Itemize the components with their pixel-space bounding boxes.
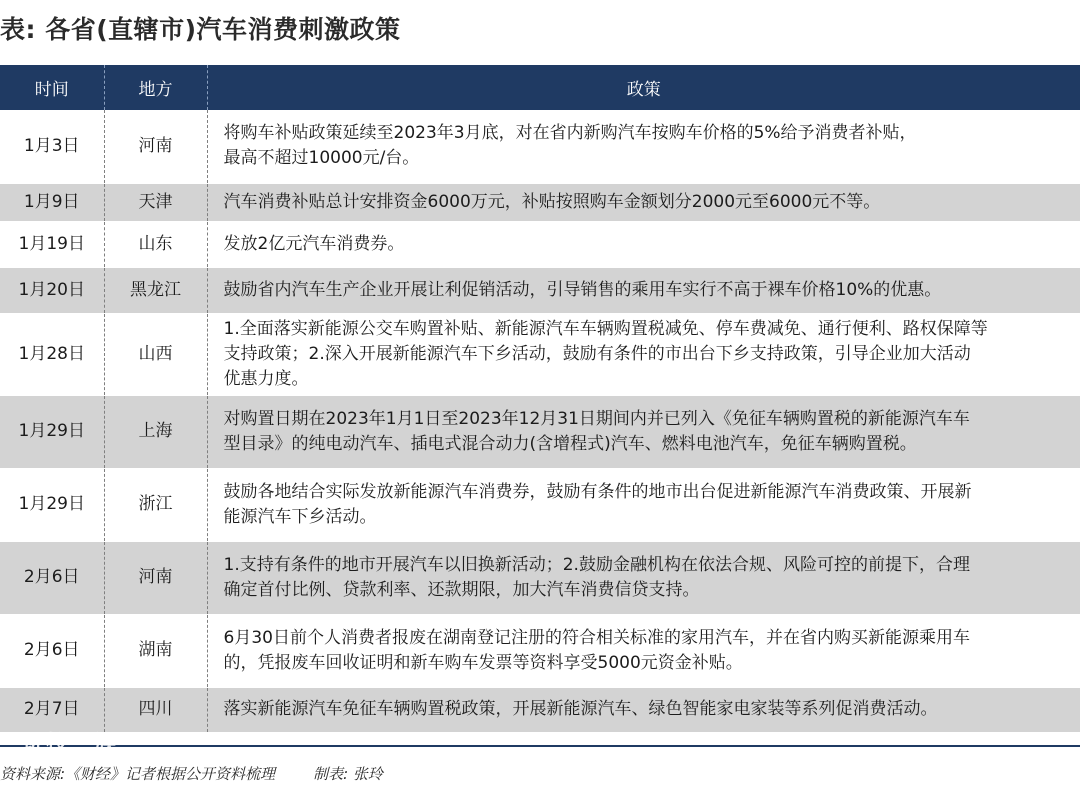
- table-row: [0, 110, 1080, 183]
- cell-policy: [207, 614, 1080, 687]
- cell-policy: [207, 687, 1080, 732]
- cell-time: 1月29日: [0, 395, 104, 468]
- table-row: [0, 267, 1080, 313]
- policy-line: 鼓励各地结合实际发放新能源汽车消费券，鼓励有条件的地市出台促进新能源汽车消费政策、开展新: [223, 481, 972, 502]
- table-header-row: [0, 65, 1080, 110]
- table-title: 表: 各省(直辖市)汽车消费刺激政策: [0, 15, 401, 44]
- policy-line: 落实新能源汽车免征车辆购置税政策，开展新能源汽车、绿色智能家电家装等系列促消费活动。: [223, 699, 938, 719]
- maker-text: 制表: 张玲: [313, 765, 383, 783]
- cell-time: 1月19日: [0, 221, 104, 267]
- policy-line: 1.支持有条件的地市开展汽车以旧换新活动；2.鼓励金融机构在依法合规、风险可控的前提下，合理: [223, 554, 970, 575]
- cell-time: 2月6日: [0, 541, 104, 614]
- policy-line: 确定首付比例、贷款利率、还款期限，加大汽车消费信贷支持。: [223, 579, 700, 600]
- table-row: [0, 183, 1080, 221]
- cell-policy: [207, 267, 1080, 313]
- source-text: 资料来源:《财经》记者根据公开资料梳理: [0, 765, 276, 783]
- policy-line: 1.全面落实新能源公交车购置补贴、新能源汽车车辆购置税减免、停车费减免、通行便利、路权保障等: [223, 318, 988, 339]
- table-row: [0, 614, 1080, 687]
- table-row: [0, 313, 1080, 395]
- table-row: [0, 221, 1080, 267]
- cell-place: 山东: [104, 221, 207, 267]
- cell-place: 上海: [104, 395, 207, 468]
- policy-line: 型目录》的纯电动汽车、插电式混合动力(含增程式)汽车、燃料电池汽车，免征车辆购置税。: [223, 433, 917, 454]
- cell-policy: [207, 221, 1080, 267]
- policy-line: 能源汽车下乡活动。: [223, 506, 377, 527]
- cell-policy: [207, 183, 1080, 221]
- cell-policy: [207, 395, 1080, 468]
- cell-policy: [207, 313, 1080, 395]
- source-note: [0, 763, 383, 784]
- watermark-logo: 玩技一族: [22, 732, 119, 757]
- cell-time: 1月20日: [0, 267, 104, 313]
- header-policy: 政策: [207, 65, 1080, 110]
- policy-line: 6月30日前个人消费者报废在湖南登记注册的符合相关标准的家用汽车，并在省内购买新能源乘用车: [223, 627, 970, 648]
- policy-line: 鼓励省内汽车生产企业开展让利促销活动，引导销售的乘用车实行不高于裸车价格10%的优惠。: [223, 279, 942, 300]
- cell-time: 1月28日: [0, 313, 104, 395]
- cell-policy: [207, 541, 1080, 614]
- cell-place: 湖南: [104, 614, 207, 687]
- cell-place: 浙江: [104, 468, 207, 541]
- policy-line: 发放2亿元汽车消费券。: [223, 233, 405, 254]
- table-row: [0, 468, 1080, 541]
- cell-place: 河南: [104, 110, 207, 183]
- policy-table: [0, 65, 1080, 733]
- cell-place: 黑龙江: [104, 267, 207, 313]
- table-row: [0, 395, 1080, 468]
- policy-line: 优惠力度。: [223, 368, 309, 389]
- cell-policy: [207, 110, 1080, 183]
- table-row: [0, 541, 1080, 614]
- cell-time: 2月6日: [0, 614, 104, 687]
- policy-line: 最高不超过10000元/台。: [223, 148, 420, 169]
- policy-line: 对购置日期在2023年1月1日至2023年12月31日期间内并已列入《免征车辆购置税的新能源汽车车: [223, 408, 970, 429]
- cell-time: 1月3日: [0, 110, 104, 183]
- policy-line: 的，凭报废车回收证明和新车购车发票等资料享受5000元资金补贴。: [223, 652, 743, 673]
- cell-place: 天津: [104, 183, 207, 221]
- cell-policy: [207, 468, 1080, 541]
- policy-line: 将购车补贴政策延续至2023年3月底，对在省内新购汽车按购车价格的5%给予消费者补贴，: [223, 123, 917, 144]
- header-place: 地方: [104, 65, 207, 110]
- cell-time: 1月29日: [0, 468, 104, 541]
- cell-time: 1月9日: [0, 183, 104, 221]
- header-time: 时间: [0, 65, 104, 110]
- policy-line: 支持政策；2.深入开展新能源汽车下乡活动，鼓励有条件的市出台下乡支持政策，引导企业加大活动: [223, 343, 971, 364]
- cell-place: 河南: [104, 541, 207, 614]
- table-row: [0, 687, 1080, 732]
- cell-place: 四川: [104, 687, 207, 732]
- policy-line: 汽车消费补贴总计安排资金6000万元，补贴按照购车金额划分2000元至6000元不等。: [223, 191, 881, 212]
- cell-time: 2月7日: [0, 687, 104, 732]
- cell-place: 山西: [104, 313, 207, 395]
- bottom-rule: [0, 745, 1080, 747]
